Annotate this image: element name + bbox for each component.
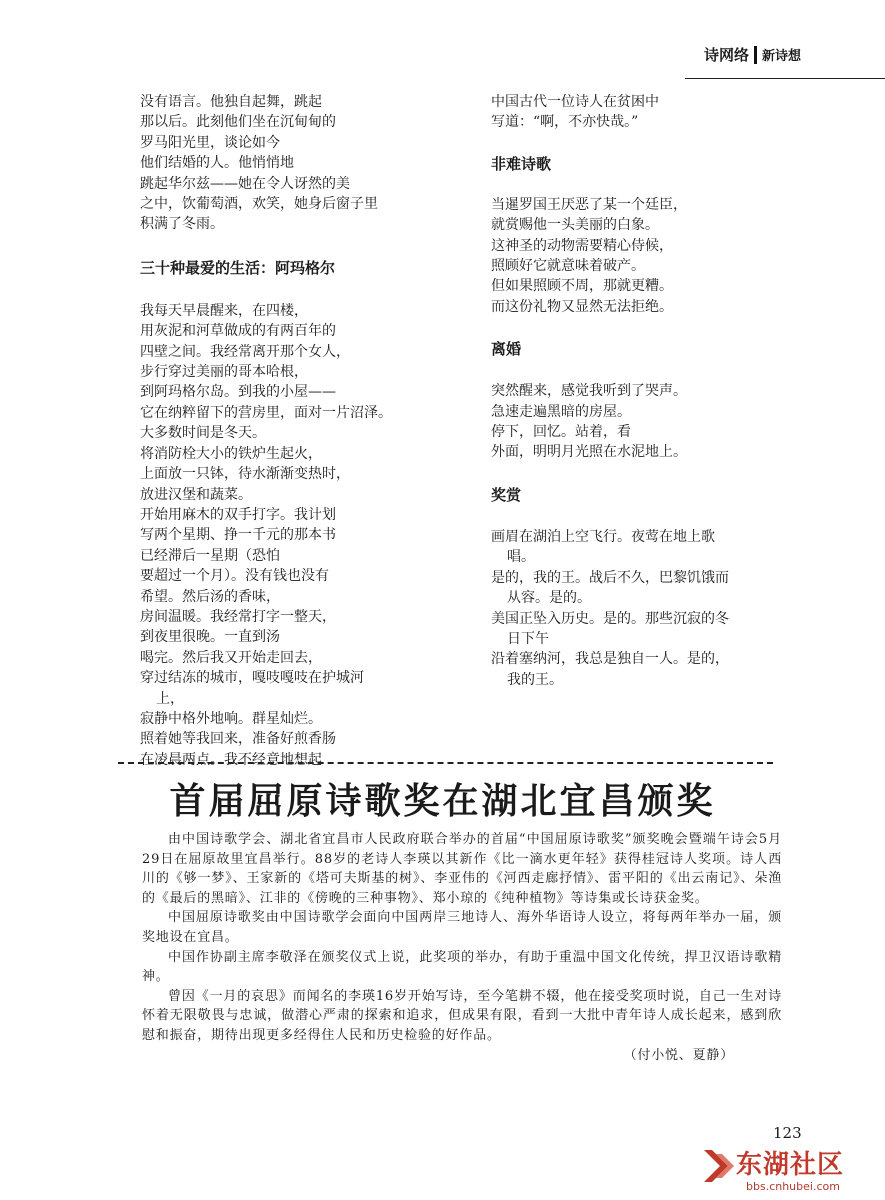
poem-line: 日下午 xyxy=(507,630,549,647)
poem-line: 要超过一个月）。没有钱也没有 xyxy=(140,568,329,585)
poem-line: 步行穿过美丽的哥本哈根， xyxy=(140,364,308,381)
dashed-divider xyxy=(118,762,773,764)
poem-line: 跳起华尔兹——她在令人讶然的美 xyxy=(140,175,350,192)
intro-stanza xyxy=(491,92,791,133)
poem-title: 三十种最爱的生活：阿玛格尔 xyxy=(140,258,336,277)
poem-line: 写两个星期、挣一千元的那本书 xyxy=(140,527,336,544)
poem-line: 他们结婚的人。他悄悄地 xyxy=(140,155,294,172)
poem-line: 积满了冬雨。 xyxy=(140,216,224,233)
poem-line: 那以后。此刻他们坐在沉甸甸的 xyxy=(140,114,336,131)
poem-line: 希望。然后汤的香味， xyxy=(140,588,280,605)
poem-line: 将消防栓大小的铁炉生起火， xyxy=(140,445,322,462)
poem-line: 喝完。然后我又开始走回去， xyxy=(140,649,322,666)
poem-body xyxy=(491,381,791,463)
poem-line: 就赏赐他一头美丽的白象。 xyxy=(491,217,659,234)
article-paragraph: 中国屈原诗歌奖由中国诗歌学会面向中国两岸三地诗人、海外华语诗人设立，将每两年举办一届，颁奖地设在宜昌。 xyxy=(142,910,782,945)
poem-line: 是的，我的王。战后不久，巴黎饥饿而 xyxy=(491,569,729,586)
poem-line: 到夜里很晚。一直到汤 xyxy=(140,629,280,646)
article-paragraph: 中国作协副主席李敬泽在颁奖仪式上说，此奖项的举办，有助于重温中国文化传统，捍卫汉语诗歌精神。 xyxy=(142,949,782,985)
poem-line: 放进汉堡和蔬菜。 xyxy=(140,486,252,503)
section-title: 新诗想 xyxy=(761,49,801,64)
running-header xyxy=(704,44,801,65)
article-credit: （付小悦、夏静） xyxy=(623,1047,734,1063)
watermark-url: bbs.cnhubei.com xyxy=(746,1180,840,1193)
poem-line: 没有语言。他独自起舞，跳起 xyxy=(140,94,322,110)
left-column xyxy=(140,92,480,770)
article-headline: 首届屈原诗歌奖在湖北宜昌颁奖 xyxy=(169,781,716,822)
poem-line: 寂静中格外地响。群星灿烂。 xyxy=(140,710,322,727)
poem-line: 大多数时间是冬天。 xyxy=(140,425,266,442)
poem-line: 中国古代一位诗人在贫困中 xyxy=(491,94,659,110)
intro-stanza xyxy=(140,92,480,235)
poem-line: 上面放一只钵，待水渐渐变热时， xyxy=(140,466,350,483)
poem-body xyxy=(491,527,791,690)
poem-line: 在凌晨两点。我不经意地想起 xyxy=(140,751,322,768)
poem-line: 但如果照顾不周，那就更糟。 xyxy=(491,278,673,295)
poem-line: 从容。是的。 xyxy=(507,590,591,607)
poem-title: 非难诗歌 xyxy=(491,154,552,173)
poem-line: 它在纳粹留下的营房里，面对一片沼泽。 xyxy=(140,404,392,421)
article-paragraph: 由中国诗歌学会、湖北省宜昌市人民政府联合举办的首届“中国屈原诗歌奖”颁奖晚会暨端午诗会5月29日在屈原故里宜昌举行。88岁的老诗人李瑛以其新作《比一滴水更年轻》获得桂冠诗人奖项。诗人西川的《够一梦》、王家新的《塔可夫斯基的树》、李亚伟的《河西走廊抒情》、雷平阳的《出云南记》、朵渔的《最后的黑暗》、江非的《傍晚的三种事物》、郑小琼的《纯种植物》等诗集或长诗获金奖。 xyxy=(142,832,782,906)
poem-line: 我每天早晨醒来，在四楼， xyxy=(140,302,308,319)
poem-body xyxy=(140,301,480,770)
poem-line: 这神圣的动物需要精心侍候， xyxy=(491,237,673,254)
poem-line: 外面，明明月光照在水泥地上。 xyxy=(491,444,687,461)
right-column xyxy=(491,92,791,690)
watermark-logo-icon xyxy=(700,1146,738,1186)
poem-line: 当暹罗国王厌恶了某一个廷臣， xyxy=(491,196,687,213)
article-paragraph: 曾因《一月的哀思》而闻名的李瑛16岁开始写诗，至今笔耕不辍，他在接受奖项时说，自己一生对诗怀着无限敬畏与忠诚，做潜心严肃的探索和追求，但成果有限，看到一大批中青年诗人成长起来，感到欣慰和振奋，期待出现更多经得住人民和历史检验的好作品。 xyxy=(142,988,782,1043)
magazine-title: 诗网络 xyxy=(703,46,749,64)
poem-title: 离婚 xyxy=(491,340,522,359)
watermark xyxy=(700,1140,885,1200)
article-body xyxy=(142,830,782,1065)
poem-line: 房间温暖。我经常打字一整天， xyxy=(140,608,336,625)
poem-line: 到阿玛格尔岛。到我的小屋—— xyxy=(140,384,336,401)
poem-line: 画眉在湖泊上空飞行。夜莺在地上歌 xyxy=(491,528,715,545)
poem-line: 美国正坠入历史。是的。那些沉寂的冬 xyxy=(491,610,729,627)
poem-line: 上， xyxy=(156,690,184,707)
poem-line: 急速走遍黑暗的房屋。 xyxy=(491,403,631,420)
poem-line: 而这份礼物又显然无法拒绝。 xyxy=(491,298,673,315)
poem-line: 写道：“啊，不亦快哉。” xyxy=(491,114,639,131)
poem-line: 突然醒来，感觉我听到了哭声。 xyxy=(491,383,687,400)
poem-line: 之中，饮葡萄酒，欢笑，她身后窗子里 xyxy=(140,196,378,213)
poem-line: 我的王。 xyxy=(507,671,563,688)
poem-line: 沿着塞纳河，我总是独自一人。是的， xyxy=(491,651,729,668)
poem-line: 罗马阳光里，谈论如今 xyxy=(140,134,280,151)
poem-body xyxy=(491,195,791,317)
page-number: 123 xyxy=(773,1124,802,1142)
poem-line: 已经滞后一星期（恐怕 xyxy=(140,547,280,564)
poem-line: 照着她等我回来，准备好煎香肠 xyxy=(140,731,336,748)
poem-line: 穿过结冻的城市，嘎吱嘎吱在护城河 xyxy=(140,670,364,687)
poem-title: 奖赏 xyxy=(491,485,522,504)
watermark-brand: 东湖社区 xyxy=(736,1150,845,1180)
poem-line: 照顾好它就意味着破产。 xyxy=(491,258,645,275)
poem-line: 停下，回忆。站着，看 xyxy=(491,424,631,441)
header-rule xyxy=(685,78,885,79)
poem-line: 开始用麻木的双手打字。我计划 xyxy=(140,506,336,523)
header-divider xyxy=(754,46,757,64)
poem-line: 唱。 xyxy=(507,549,535,566)
poem-line: 四壁之间。我经常离开那个女人， xyxy=(140,343,350,360)
poem-line: 用灰泥和河草做成的有两百年的 xyxy=(140,323,336,340)
